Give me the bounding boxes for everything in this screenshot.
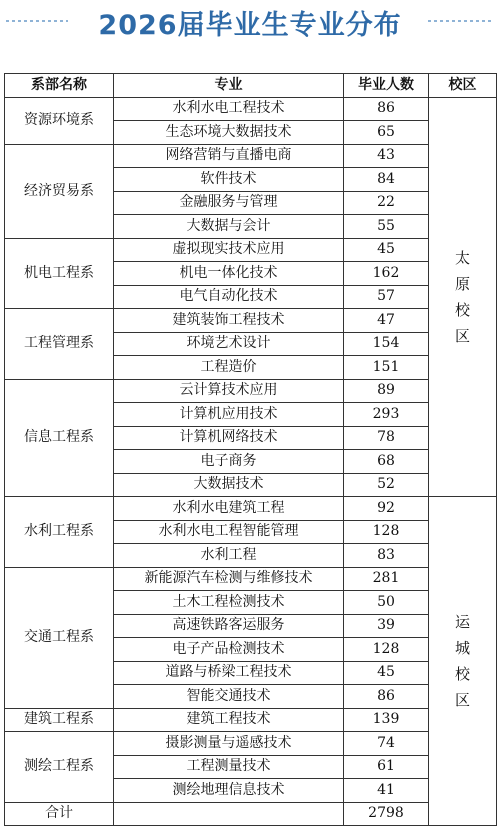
graduate-count: 57	[344, 285, 429, 309]
graduate-count: 78	[344, 426, 429, 450]
major-name: 高速铁路客运服务	[114, 614, 344, 638]
graduate-count: 89	[344, 379, 429, 403]
department-name: 建筑工程系	[5, 708, 114, 732]
department-name: 资源环境系	[5, 97, 114, 144]
table-row	[5, 708, 497, 732]
graduate-count: 154	[344, 332, 429, 356]
table-row	[5, 309, 497, 333]
graduate-count: 52	[344, 473, 429, 497]
major-name: 计算机网络技术	[114, 426, 344, 450]
graduate-count: 92	[344, 497, 429, 521]
header-major: 专业	[114, 74, 344, 98]
header-graduates: 毕业人数	[344, 74, 429, 98]
graduate-count: 74	[344, 732, 429, 756]
total-row	[5, 802, 497, 826]
major-name: 机电一体化技术	[114, 262, 344, 286]
header-department: 系部名称	[5, 74, 114, 98]
campus-name	[429, 97, 497, 497]
title-bar	[0, 0, 500, 44]
graduate-count: 61	[344, 755, 429, 779]
table-row	[5, 238, 497, 262]
major-name: 工程造价	[114, 356, 344, 380]
department-name: 经济贸易系	[5, 144, 114, 238]
campus-vertical-text: 太原校区	[454, 248, 470, 345]
graduate-count: 41	[344, 779, 429, 803]
graduate-count: 128	[344, 638, 429, 662]
major-name: 生态环境大数据技术	[114, 121, 344, 145]
major-distribution-table	[4, 73, 497, 826]
major-name: 金融服务与管理	[114, 191, 344, 215]
campus-vertical-text: 运城校区	[454, 613, 470, 709]
department-name: 信息工程系	[5, 379, 114, 497]
table-body	[5, 97, 497, 826]
major-name: 软件技术	[114, 168, 344, 192]
header-campus: 校区	[429, 74, 497, 98]
graduate-count: 162	[344, 262, 429, 286]
major-name: 电气自动化技术	[114, 285, 344, 309]
graduate-count: 45	[344, 661, 429, 685]
graduate-count: 55	[344, 215, 429, 239]
graduate-count: 22	[344, 191, 429, 215]
campus-name	[429, 497, 497, 826]
graduate-count: 151	[344, 356, 429, 380]
major-name: 建筑工程技术	[114, 708, 344, 732]
major-name: 测绘地理信息技术	[114, 779, 344, 803]
total-value: 2798	[344, 802, 429, 826]
major-name: 水利水电工程智能管理	[114, 520, 344, 544]
major-name: 工程测量技术	[114, 755, 344, 779]
graduate-count: 293	[344, 403, 429, 427]
major-name: 水利工程	[114, 544, 344, 568]
major-name: 计算机应用技术	[114, 403, 344, 427]
table-row	[5, 497, 497, 521]
major-name: 环境艺术设计	[114, 332, 344, 356]
table-row	[5, 144, 497, 168]
department-name: 测绘工程系	[5, 732, 114, 803]
total-empty	[114, 802, 344, 826]
table-header-row	[5, 74, 497, 98]
department-name: 水利工程系	[5, 497, 114, 568]
graduate-count: 68	[344, 450, 429, 474]
major-name: 水利水电建筑工程	[114, 497, 344, 521]
total-label: 合计	[5, 802, 114, 826]
graduate-count: 39	[344, 614, 429, 638]
graduate-count: 86	[344, 97, 429, 121]
title-decoration-right	[428, 20, 494, 22]
major-name: 道路与桥梁工程技术	[114, 661, 344, 685]
major-name: 摄影测量与遥感技术	[114, 732, 344, 756]
page-title: 2026届毕业生专业分布	[98, 10, 402, 41]
graduate-count: 50	[344, 591, 429, 615]
table-row	[5, 732, 497, 756]
major-name: 建筑装饰工程技术	[114, 309, 344, 333]
department-name: 机电工程系	[5, 238, 114, 309]
major-name: 网络营销与直播电商	[114, 144, 344, 168]
major-name: 电子商务	[114, 450, 344, 474]
table-row	[5, 97, 497, 121]
graduate-count: 47	[344, 309, 429, 333]
department-name: 工程管理系	[5, 309, 114, 380]
graduate-count: 281	[344, 567, 429, 591]
major-name: 大数据与会计	[114, 215, 344, 239]
major-name: 虚拟现实技术应用	[114, 238, 344, 262]
graduate-count: 65	[344, 121, 429, 145]
major-name: 大数据技术	[114, 473, 344, 497]
graduate-count: 45	[344, 238, 429, 262]
graduate-count: 139	[344, 708, 429, 732]
graduate-count: 83	[344, 544, 429, 568]
table-row	[5, 567, 497, 591]
graduate-count: 86	[344, 685, 429, 709]
table-row	[5, 379, 497, 403]
department-name: 交通工程系	[5, 567, 114, 708]
graduate-count: 128	[344, 520, 429, 544]
major-name: 水利水电工程技术	[114, 97, 344, 121]
major-name: 土木工程检测技术	[114, 591, 344, 615]
major-name: 电子产品检测技术	[114, 638, 344, 662]
graduate-count: 43	[344, 144, 429, 168]
major-name: 云计算技术应用	[114, 379, 344, 403]
major-name: 新能源汽车检测与维修技术	[114, 567, 344, 591]
major-name: 智能交通技术	[114, 685, 344, 709]
graduate-count: 84	[344, 168, 429, 192]
